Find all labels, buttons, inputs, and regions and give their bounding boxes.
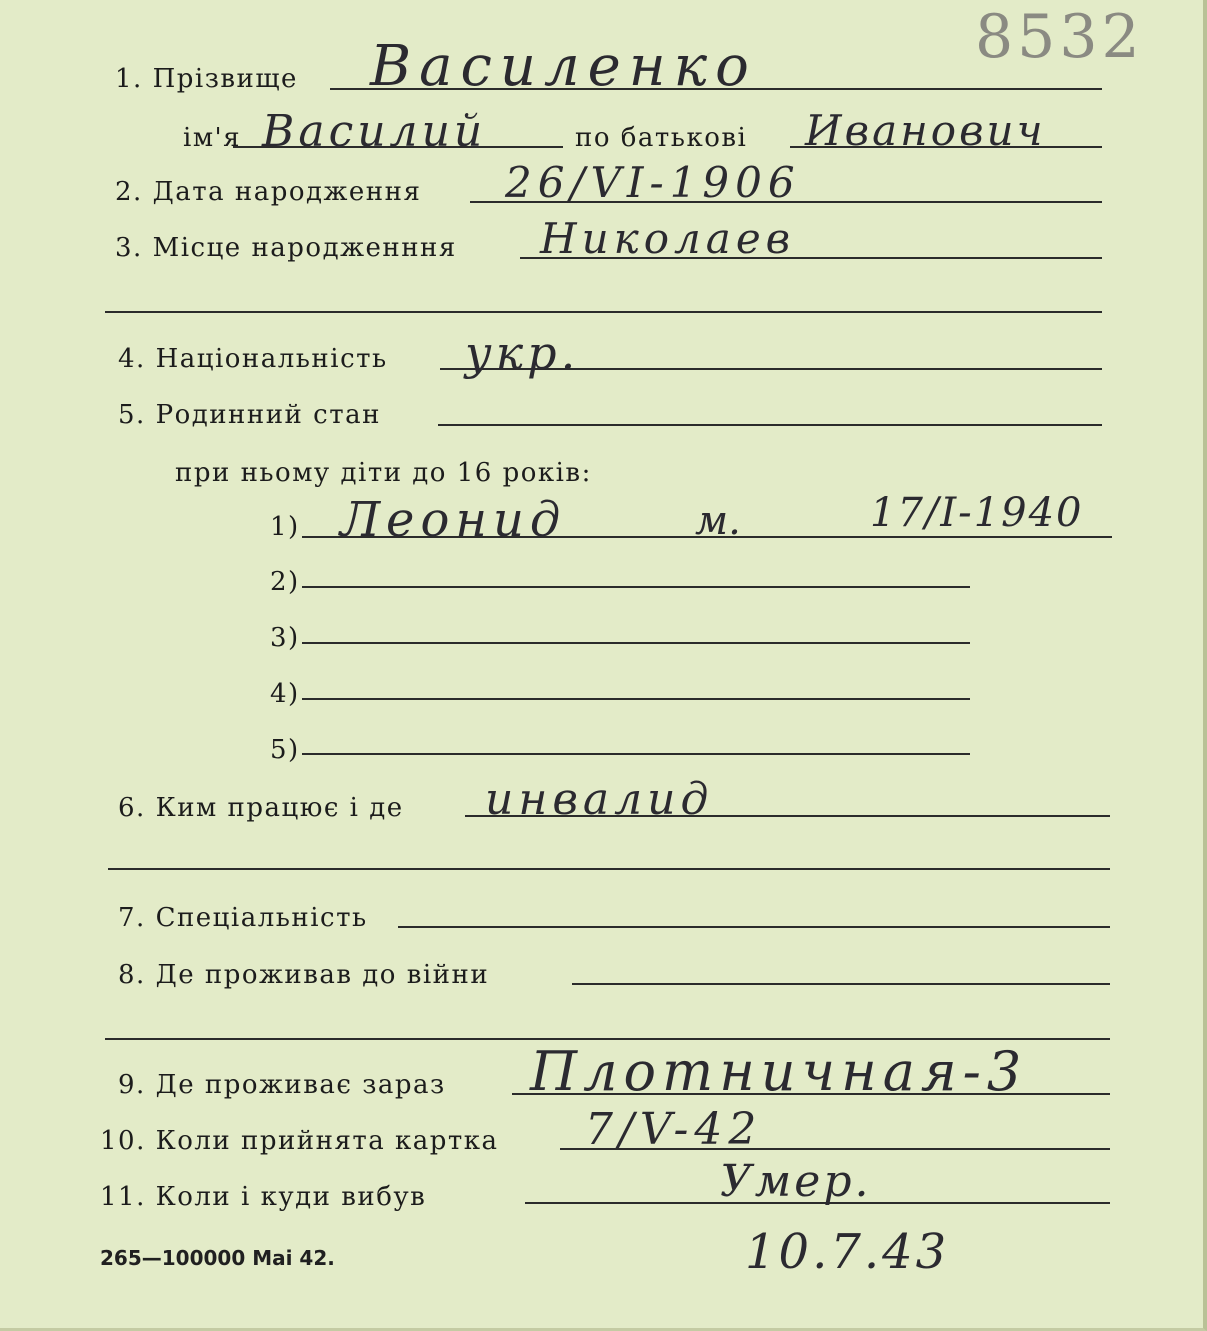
child-2-number: 2) <box>270 567 300 597</box>
occupation-label: 6. Ким працює і де <box>118 793 404 823</box>
child-1-number: 1) <box>270 512 300 542</box>
specialty-label: 7. Спеціальність <box>118 903 368 933</box>
prewar-residence-line <box>572 983 1110 985</box>
birth-date-label: 2. Дата народження <box>115 177 422 207</box>
child-1-sex: м. <box>695 498 741 544</box>
nationality-value: укр. <box>465 326 580 380</box>
birth-place-label: 3. Місце народженння <box>115 233 457 263</box>
child-1-date: 17/I-1940 <box>870 490 1084 536</box>
patronymic-value: Иванович <box>805 106 1046 155</box>
children-header: при ньому діти до 16 років: <box>175 458 592 488</box>
family-status-label: 5. Родинний стан <box>118 400 381 430</box>
child-5-number: 5) <box>270 735 300 765</box>
family-status-line <box>438 424 1102 426</box>
nationality-label: 4. Національність <box>118 344 388 374</box>
surname-value: Василенко <box>370 34 757 99</box>
departed-value: Умер. <box>720 1156 872 1207</box>
departed-label: 11. Коли і куди вибув <box>100 1182 427 1212</box>
birth-place-value: Николаев <box>540 214 796 263</box>
archive-number: 8532 <box>975 2 1144 72</box>
child-2-line <box>302 586 970 588</box>
occupation-value: инвалид <box>485 774 714 825</box>
print-code: 265—100000 Mai 42. <box>100 1246 335 1270</box>
current-residence-label: 9. Де проживає зараз <box>118 1070 446 1100</box>
current-residence-value: Плотничная-3 <box>530 1040 1028 1103</box>
child-4-number: 4) <box>270 679 300 709</box>
name-value: Василий <box>262 106 487 157</box>
child-5-line <box>302 753 970 755</box>
patronymic-label: по батькові <box>575 123 748 153</box>
prewar-residence-label: 8. Де проживав до війни <box>118 960 490 990</box>
child-4-line <box>302 698 970 700</box>
departed-date: 10.7.43 <box>745 1224 950 1280</box>
surname-label: 1. Прізвище <box>115 64 298 94</box>
child-1-name: Леонид <box>340 492 567 548</box>
card-accepted-label: 10. Коли прийнята картка <box>100 1126 499 1156</box>
card-accepted-value: 7/V-42 <box>585 1104 763 1155</box>
occupation-line-2 <box>108 868 1110 870</box>
child-3-line <box>302 642 970 644</box>
name-label: ім'я <box>183 123 242 153</box>
specialty-line <box>398 926 1110 928</box>
birth-place-line-2 <box>105 311 1102 313</box>
child-3-number: 3) <box>270 623 300 653</box>
birth-date-value: 26/VI-1906 <box>505 158 801 207</box>
